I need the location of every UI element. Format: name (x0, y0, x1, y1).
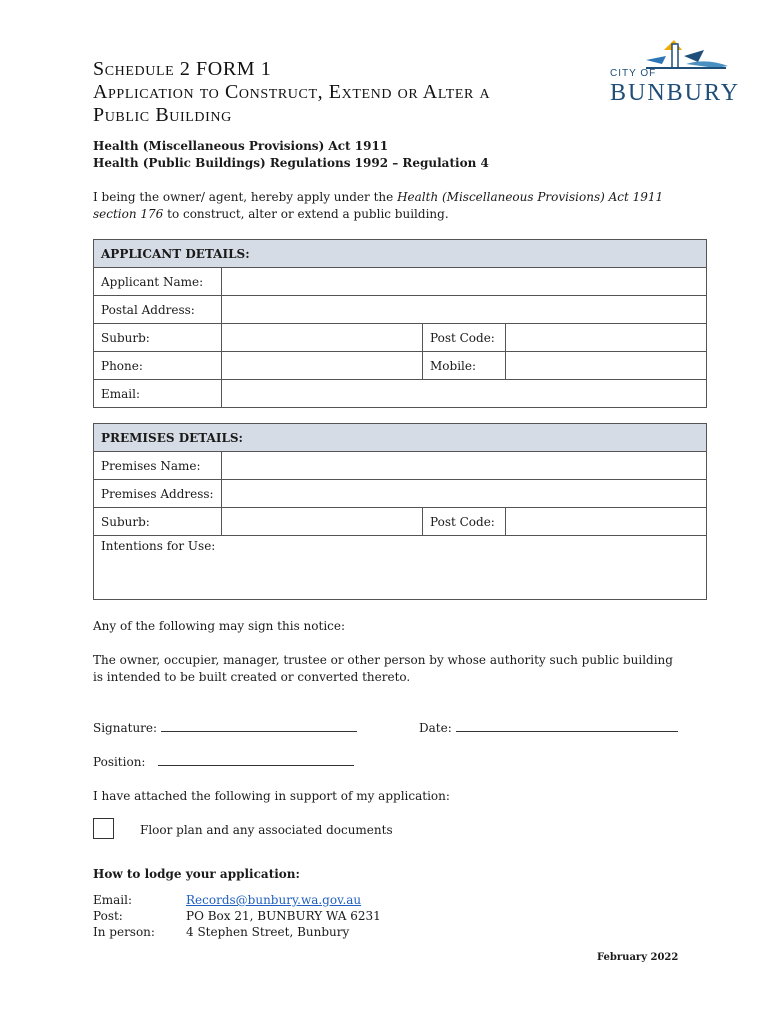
premises-postcode-field[interactable] (506, 508, 707, 536)
intro-part-2: to construct, alter or extend a public building. (163, 207, 449, 221)
lodge-email-row (93, 892, 381, 908)
lodge-methods (93, 892, 381, 940)
lodge-post-label: Post: (93, 909, 123, 923)
title-line-3: Public Building (93, 104, 232, 126)
signature-line[interactable] (161, 719, 357, 732)
date-line[interactable] (456, 719, 678, 732)
phone-field[interactable] (222, 352, 423, 380)
records-email-link[interactable]: Records@bunbury.wa.gov.au (186, 893, 362, 907)
lodge-post-value: PO Box 21, BUNBURY WA 6231 (186, 909, 381, 923)
date-label: Date: (419, 721, 452, 735)
floor-plan-label: Floor plan and any associated documents (140, 823, 393, 837)
lodge-heading: How to lodge your application: (93, 867, 300, 881)
lodge-person-row (93, 924, 381, 940)
premises-name-label: Premises Name: (94, 452, 222, 480)
logo-bunbury: BUNBURY (610, 80, 741, 106)
title-line-1: Schedule 2 FORM 1 (93, 58, 272, 80)
signature-row (93, 719, 357, 737)
floor-plan-checkbox[interactable] (93, 818, 114, 839)
lodge-person-label: In person: (93, 925, 155, 939)
lodge-person-value: 4 Stephen Street, Bunbury (186, 925, 350, 939)
position-line[interactable] (158, 753, 354, 766)
applicant-suburb-label: Suburb: (94, 324, 222, 352)
premises-address-label: Premises Address: (94, 480, 222, 508)
mobile-label: Mobile: (423, 352, 506, 380)
premises-suburb-field[interactable] (222, 508, 423, 536)
intentions-label: Intentions for Use: (101, 539, 216, 553)
intro-act-italic: Health (Miscellaneous Provisions) Act 1911 section 176 (93, 190, 664, 221)
postal-address-label: Postal Address: (94, 296, 222, 324)
footer-date: February 2022 (597, 952, 679, 963)
premises-details-table (93, 423, 707, 600)
form-title (93, 58, 593, 127)
city-of-bunbury-logo (606, 30, 741, 110)
applicant-details-table (93, 239, 707, 408)
lodge-email-label: Email: (93, 893, 133, 907)
any-may-sign-text: Any of the following may sign this notice: (93, 619, 346, 633)
position-label: Position: (93, 755, 146, 769)
legislation-references (93, 138, 489, 172)
title-line-2: Application to Construct, Extend or Alter a (93, 81, 491, 103)
applicant-postcode-label: Post Code: (423, 324, 506, 352)
date-row (419, 719, 678, 737)
logo-city-of: CITY OF (610, 68, 657, 79)
lodge-post-row (93, 908, 381, 924)
premises-name-field[interactable] (222, 452, 707, 480)
act-line-2: Health (Public Buildings) Regulations 1992 – Regulation 4 (93, 156, 489, 170)
intentions-for-use-field[interactable] (94, 536, 707, 600)
intro-part-1: I being the owner/ agent, hereby apply under the (93, 190, 398, 204)
applicant-postcode-field[interactable] (506, 324, 707, 352)
premises-postcode-label: Post Code: (423, 508, 506, 536)
email-label: Email: (94, 380, 222, 408)
act-line-1: Health (Miscellaneous Provisions) Act 1911 (93, 139, 389, 153)
who-may-sign-text: The owner, occupier, manager, trustee or other person by whose authority such public building is intended to be built created or converted thereto. (93, 653, 673, 684)
postal-address-field[interactable] (222, 296, 707, 324)
premises-heading: PREMISES DETAILS: (94, 424, 707, 452)
position-row (93, 753, 354, 771)
applicant-name-label: Applicant Name: (94, 268, 222, 296)
premises-suburb-label: Suburb: (94, 508, 222, 536)
premises-address-field[interactable] (222, 480, 707, 508)
mobile-field[interactable] (506, 352, 707, 380)
applicant-heading: APPLICANT DETAILS: (94, 240, 707, 268)
intro-statement (93, 189, 693, 223)
email-field[interactable] (222, 380, 707, 408)
attached-text: I have attached the following in support of my application: (93, 789, 450, 803)
applicant-name-field[interactable] (222, 268, 707, 296)
phone-label: Phone: (94, 352, 222, 380)
applicant-suburb-field[interactable] (222, 324, 423, 352)
signature-label: Signature: (93, 721, 158, 735)
